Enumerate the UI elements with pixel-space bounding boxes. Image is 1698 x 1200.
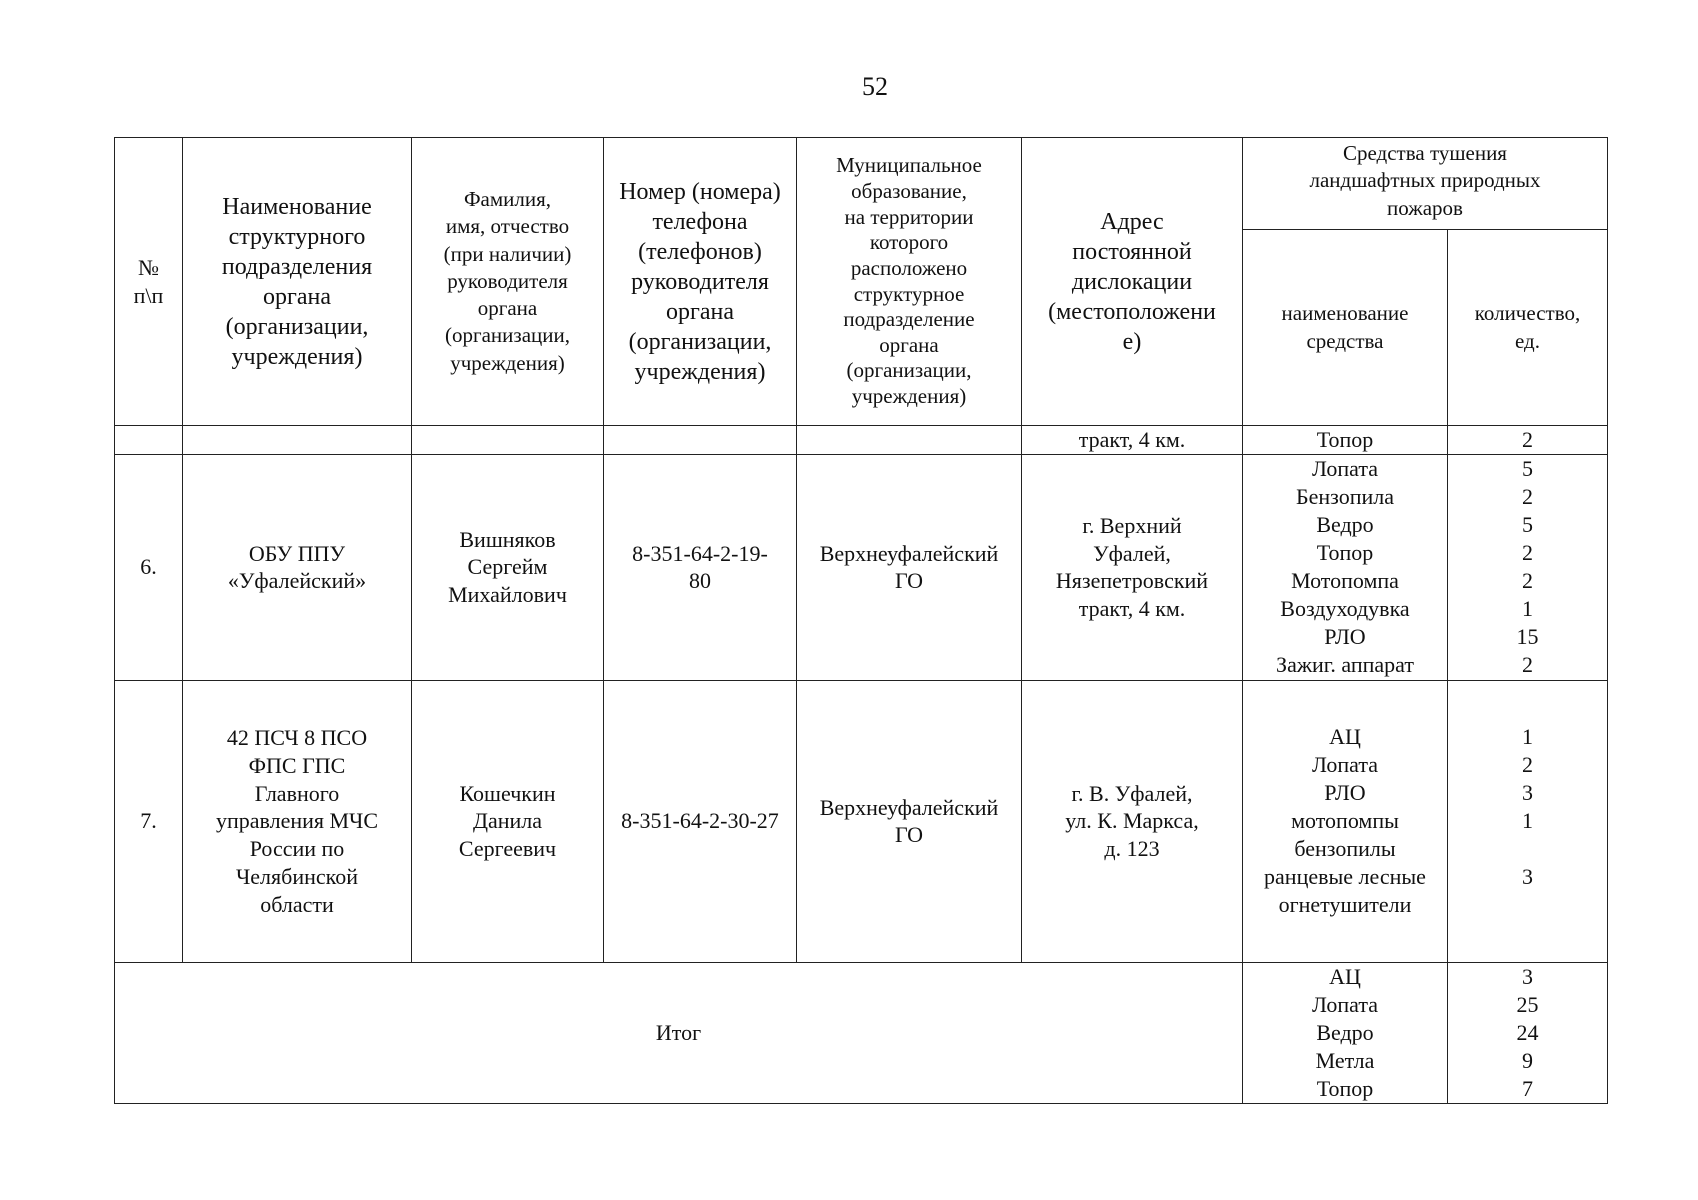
text-line: Мотопомпа bbox=[1291, 568, 1399, 594]
text-line: Наименование bbox=[222, 193, 372, 220]
continuation-qty: 2 bbox=[1448, 426, 1608, 455]
text-line: которого bbox=[869, 230, 949, 255]
text-line: Сергеевич bbox=[458, 836, 557, 862]
text-line: мотопомпы bbox=[1291, 808, 1399, 834]
text-line: Вишняков bbox=[459, 526, 556, 552]
text-line: органа bbox=[666, 298, 734, 325]
text-line: 2 bbox=[1522, 484, 1533, 510]
text-line: имя, отчество bbox=[445, 214, 570, 239]
text-line: е) bbox=[1122, 328, 1142, 355]
row-qtys bbox=[1448, 680, 1608, 962]
text-line: Лопата bbox=[1312, 991, 1378, 1017]
text-line: постоянной bbox=[1072, 238, 1192, 265]
text-line: (местоположени bbox=[1048, 298, 1216, 325]
text-line: Челябинской bbox=[235, 864, 358, 890]
text-line: Метла bbox=[1315, 1047, 1375, 1073]
text-line: (при наличии) bbox=[443, 241, 572, 266]
text-line: ГО bbox=[894, 822, 924, 848]
row-phone bbox=[604, 680, 797, 962]
text-line: РЛО bbox=[1324, 624, 1366, 650]
text-line: Зажиг. аппарат bbox=[1276, 652, 1414, 678]
row-unit bbox=[183, 680, 412, 962]
text-line: органа bbox=[263, 283, 331, 310]
text-line: огнетушители bbox=[1278, 892, 1412, 918]
row-unit bbox=[183, 454, 412, 680]
text-line: г. В. Уфалей, bbox=[1071, 780, 1193, 806]
text-line: телефона bbox=[652, 208, 748, 235]
text-line: ул. К. Маркса, bbox=[1065, 808, 1199, 834]
text-line: Сергейм bbox=[467, 554, 548, 580]
text-line: Адрес bbox=[1100, 208, 1164, 235]
text-line: п\п bbox=[133, 282, 164, 308]
row-head bbox=[412, 680, 604, 962]
row-items bbox=[1243, 454, 1448, 680]
row-num: 7. bbox=[115, 680, 183, 962]
row-items bbox=[1243, 680, 1448, 962]
text-line: 1 bbox=[1522, 596, 1533, 622]
text-line: управления МЧС bbox=[215, 808, 379, 834]
text-line: органа bbox=[477, 296, 538, 321]
text-line: пожаров bbox=[1387, 195, 1463, 220]
row-num: 6. bbox=[115, 454, 183, 680]
text-line: 8-351-64-2-30-27 bbox=[621, 808, 779, 834]
header-municipality bbox=[797, 138, 1022, 426]
text-line: области bbox=[260, 892, 334, 918]
text-line: Ведро bbox=[1316, 1019, 1374, 1045]
text-line: 1 bbox=[1522, 808, 1533, 834]
text-line: Бензопила bbox=[1295, 484, 1395, 510]
text-line: образование, bbox=[851, 179, 967, 204]
text-line: Лопата bbox=[1312, 456, 1378, 482]
total-row bbox=[115, 962, 1608, 1103]
text-line: ГО bbox=[894, 568, 924, 594]
text-line: 3 bbox=[1522, 780, 1533, 806]
text-line: 2 bbox=[1522, 752, 1533, 778]
text-line: учреждения) bbox=[851, 383, 967, 408]
text-line: Муниципальное bbox=[836, 153, 982, 178]
text-line: Верхнеуфалейский bbox=[819, 540, 999, 566]
text-line: Воздуходувка bbox=[1280, 596, 1410, 622]
text-line: 2 bbox=[1522, 652, 1533, 678]
row-municipality bbox=[797, 454, 1022, 680]
text-line: органа bbox=[879, 332, 939, 357]
text-line: Ведро bbox=[1316, 512, 1374, 538]
text-line: (организации, bbox=[445, 323, 570, 348]
text-line: РЛО bbox=[1324, 780, 1366, 806]
text-line: Главного bbox=[254, 780, 340, 806]
text-line: 9 bbox=[1522, 1047, 1533, 1073]
header-means-group bbox=[1243, 138, 1608, 230]
text-line: 1 bbox=[1522, 724, 1533, 750]
text-line: «Уфалейский» bbox=[227, 568, 367, 594]
text-line: 5 bbox=[1522, 512, 1533, 538]
text-line: Средства тушения bbox=[1343, 141, 1507, 165]
text-line: России по bbox=[249, 836, 345, 862]
text-line: 80 bbox=[689, 568, 711, 594]
text-line: Данила bbox=[472, 808, 543, 834]
text-line: (организации, bbox=[225, 313, 369, 340]
text-line: учреждения) bbox=[231, 343, 363, 370]
text-line: г. Верхний bbox=[1082, 512, 1182, 538]
text-line: ранцевые лесные bbox=[1264, 864, 1426, 890]
text-line: 24 bbox=[1516, 1019, 1539, 1045]
header-head-name bbox=[412, 138, 604, 426]
header-unit-name bbox=[183, 138, 412, 426]
text-line: Михайлович bbox=[448, 582, 567, 608]
text-line: Кошечкин bbox=[459, 780, 556, 806]
row-municipality bbox=[797, 680, 1022, 962]
row-phone bbox=[604, 454, 797, 680]
text-line bbox=[1451, 891, 1604, 919]
text-line: учреждения) bbox=[450, 350, 565, 375]
total-items bbox=[1243, 962, 1448, 1103]
row-qtys bbox=[1448, 454, 1608, 680]
text-line: ФПС ГПС bbox=[248, 752, 346, 778]
text-line: 25 bbox=[1516, 991, 1539, 1017]
total-qtys bbox=[1448, 962, 1608, 1103]
header-means-name bbox=[1243, 230, 1448, 426]
text-line: Номер (номера) bbox=[619, 178, 781, 205]
text-line: 42 ПСЧ 8 ПСО bbox=[226, 724, 368, 750]
text-line: 8-351-64-2-19- bbox=[632, 540, 768, 566]
table-row bbox=[115, 454, 1608, 680]
text-line: (организации, bbox=[846, 358, 972, 383]
text-line: 7 bbox=[1522, 1075, 1533, 1101]
total-label: Итог bbox=[115, 962, 1243, 1103]
text-line: руководителя bbox=[447, 268, 568, 293]
text-line: подразделение bbox=[843, 307, 975, 332]
row-head bbox=[412, 454, 604, 680]
fire-means-table bbox=[114, 137, 1608, 1104]
text-line: на территории bbox=[844, 204, 974, 229]
text-line: (организации, bbox=[628, 328, 772, 355]
text-line: Топор bbox=[1316, 540, 1374, 566]
table-row bbox=[115, 680, 1608, 962]
text-line: Фамилия, bbox=[463, 186, 552, 211]
text-line: тракт, 4 км. bbox=[1078, 596, 1186, 622]
text-line: Нязепетровский bbox=[1055, 568, 1209, 594]
header-num bbox=[115, 138, 183, 426]
text-line: (телефонов) bbox=[638, 238, 762, 265]
header-means-qty bbox=[1448, 230, 1608, 426]
text-line: д. 123 bbox=[1104, 836, 1160, 862]
text-line: учреждения) bbox=[634, 358, 766, 385]
text-line: бензопилы bbox=[1294, 836, 1396, 862]
text-line: 2 bbox=[1522, 540, 1533, 566]
text-line: Топор bbox=[1316, 1075, 1374, 1101]
text-line: № bbox=[138, 254, 159, 280]
text-line: АЦ bbox=[1329, 724, 1361, 750]
text-line: ландшафтных природных bbox=[1309, 168, 1541, 193]
text-line: наименование bbox=[1281, 301, 1409, 326]
page-number: 52 bbox=[862, 72, 888, 101]
text-line: Верхнеуфалейский bbox=[819, 794, 999, 820]
text-line: расположено bbox=[850, 255, 968, 280]
text-line: количество, bbox=[1474, 301, 1581, 326]
text-line: Лопата bbox=[1312, 752, 1378, 778]
text-line: 2 bbox=[1522, 568, 1533, 594]
continuation-row bbox=[115, 426, 1608, 455]
text-line bbox=[1451, 835, 1604, 863]
text-line: ОБУ ППУ bbox=[248, 540, 346, 566]
text-line: ед. bbox=[1515, 328, 1540, 353]
text-line: подразделения bbox=[221, 253, 373, 280]
text-line: структурное bbox=[853, 281, 965, 306]
row-address bbox=[1022, 454, 1243, 680]
text-line: руководителя bbox=[631, 268, 769, 295]
text-line: Уфалей, bbox=[1093, 540, 1171, 566]
continuation-address: тракт, 4 км. bbox=[1022, 426, 1243, 455]
header-phone bbox=[604, 138, 797, 426]
text-line: структурного bbox=[228, 223, 366, 250]
text-line: 5 bbox=[1522, 456, 1533, 482]
text-line: АЦ bbox=[1329, 963, 1361, 989]
continuation-item: Топор bbox=[1243, 426, 1448, 455]
text-line: 15 bbox=[1516, 624, 1539, 650]
text-line: 3 bbox=[1522, 963, 1533, 989]
row-address bbox=[1022, 680, 1243, 962]
text-line: средства bbox=[1306, 328, 1384, 353]
text-line: 3 bbox=[1522, 864, 1533, 890]
header-address bbox=[1022, 138, 1243, 426]
text-line: дислокации bbox=[1071, 268, 1193, 295]
